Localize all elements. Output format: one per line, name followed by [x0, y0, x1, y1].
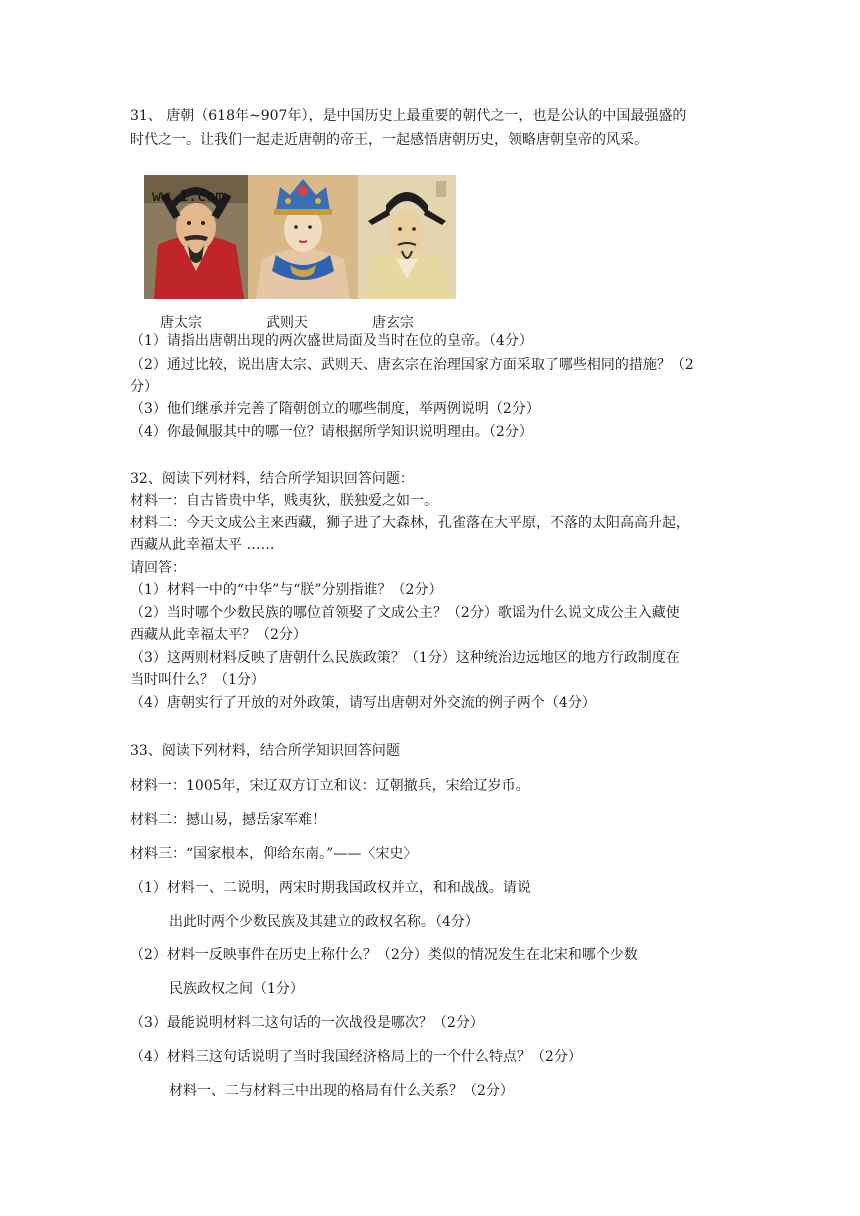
q31-item-2-cont: 分） — [130, 379, 158, 395]
caption-tang-taizong: 唐太宗 — [160, 315, 202, 331]
portrait-wu-zetian — [248, 175, 358, 299]
emperor-portraits-image — [144, 175, 456, 299]
q33-line-3: 材料二：撼山易，撼岳家军难！ — [130, 812, 326, 828]
portrait-tang-xuanzong — [358, 175, 456, 299]
q32-line-9: （3）这两则材料反映了唐朝什么民族政策？（1分）这种统治边远地区的地方行政制度在 — [130, 650, 680, 666]
q33-line-6: 出此时两个少数民族及其建立的政权名称。（4分） — [169, 914, 479, 930]
q33-line-9: （3）最能说明材料二这句话的一次战役是哪次？（2分） — [130, 1015, 484, 1031]
caption-wu-zetian: 武则天 — [266, 315, 308, 331]
q33-line-8: 民族政权之间（1分） — [169, 981, 304, 997]
q32-line-4: 西藏从此幸福太平 …… — [130, 537, 275, 553]
q32-line-5: 请回答： — [130, 560, 186, 576]
q32-line-11: （4）唐朝实行了开放的对外政策，请写出唐朝对外交流的例子两个（4分） — [130, 695, 596, 711]
q33-line-1: 33、阅读下列材料，结合所学知识回答问题 — [130, 743, 400, 759]
q31-item-3: （3）他们继承并完善了隋朝创立的哪些制度，举两例说明（2分） — [130, 401, 540, 417]
q31-item-1: （1）请指出唐朝出现的两次盛世局面及当时在位的皇帝。（4分） — [130, 333, 533, 349]
caption-tang-xuanzong: 唐玄宗 — [372, 315, 414, 331]
q32-line-6: （1）材料一中的“中华”与“朕”分别指谁？（2分） — [130, 582, 443, 598]
q32-line-8: 西藏从此幸福太平？（2分） — [130, 627, 307, 643]
q31-item-4: （4）你最佩服其中的哪一位？请根据所学知识说明理由。（2分） — [130, 424, 533, 440]
q33-line-2: 材料一：1005年，宋辽双方订立和议：辽朝撤兵，宋给辽岁币。 — [130, 778, 530, 794]
portrait-watermark: ww 1.com — [152, 187, 225, 205]
q33-line-10: （4）材料三这句话说明了当时我国经济格局上的一个什么特点？（2分） — [130, 1049, 582, 1065]
q32-line-7: （2）当时哪个少数民族的哪位首领娶了文成公主？（2分）歌谣为什么说文成公主入藏使 — [130, 605, 680, 621]
q32-line-1: 32、阅读下列材料，结合所学知识回答问题： — [130, 471, 414, 487]
q31-line-1: 31、 唐朝（618年~907年），是中国历史上最重要的朝代之一，也是公认的中国最强盛的 — [130, 108, 687, 124]
q32-line-2: 材料一：自古皆贵中华，贱夷狄，朕独爱之如一。 — [130, 493, 438, 509]
q33-line-11: 材料一、二与材料三中出现的格局有什么关系？（2分） — [169, 1083, 514, 1099]
q31-item-2: （2）通过比较，说出唐太宗、武则天、唐玄宗在治理国家方面采取了哪些相同的措施？（2 — [130, 357, 694, 373]
q32-line-3: 材料二：今天文成公主来西藏，狮子进了大森林，孔雀落在大平原，不落的太阳高高升起， — [130, 515, 690, 531]
q33-line-4: 材料三：“国家根本，仰给东南。”——〈宋史〉 — [130, 846, 418, 862]
q31-line-2: 时代之一。让我们一起走近唐朝的帝王，一起感悟唐朝历史，领略唐朝皇帝的风采。 — [130, 132, 648, 148]
q33-line-5: （1）材料一、二说明，两宋时期我国政权并立，和和战战。请说 — [130, 880, 531, 896]
q32-line-10: 当时叫什么？（1分） — [130, 672, 265, 688]
q33-line-7: （2）材料一反映事件在历史上称什么？（2分）类似的情况发生在北宋和哪个少数 — [130, 947, 638, 963]
